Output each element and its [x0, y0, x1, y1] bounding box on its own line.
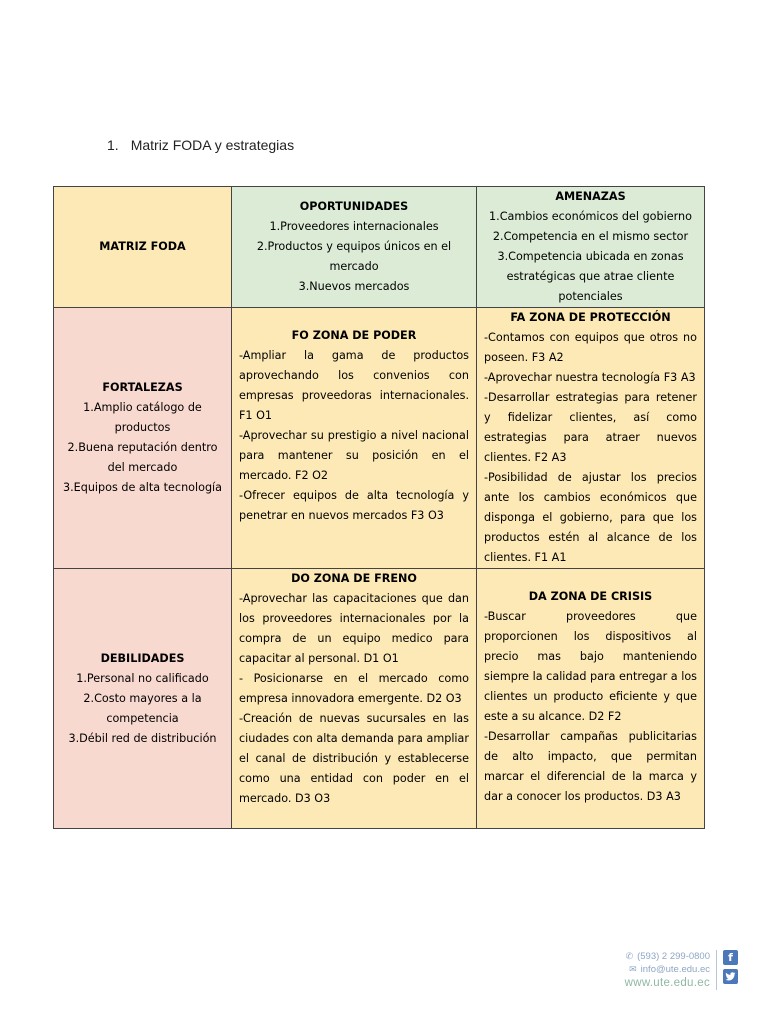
opportunities-cell [232, 187, 477, 308]
heading-text: Matriz FODA y estrategias [130, 137, 295, 153]
fa-strategy-line: -Posibilidad de ajustar los precios ante los cambios económicos que disponga el gobierno, para que los productos estén al alcance de los clientes. F1 A1 [484, 471, 697, 564]
matrix-corner-cell [54, 187, 232, 308]
social-icons [723, 950, 738, 984]
weaknesses-cell [54, 569, 232, 829]
threats-title: AMENAZAS [555, 190, 626, 203]
section-heading [107, 137, 294, 153]
email-address[interactable]: info@ute.edu.ec [640, 964, 710, 975]
threat-item: 2.Competencia en el mismo sector [492, 230, 689, 243]
fo-strategy-line: -Aprovechar su prestigio a nivel nacional para mantener su posición en el mercado. F2 O2 [239, 429, 469, 482]
matrix-corner-label: MATRIZ FODA [99, 240, 186, 253]
header-row [54, 187, 705, 308]
weaknesses-title: DEBILIDADES [100, 651, 185, 665]
threat-item: 1.Cambios económicos del gobierno [489, 210, 692, 223]
fa-strategy-cell [477, 308, 705, 569]
strength-item: 2.Buena reputación dentro del mercado [67, 441, 218, 474]
fo-title: FO ZONA DE PODER [291, 329, 417, 342]
envelope-icon: ✉ [629, 964, 637, 974]
fa-strategy-line: -Aprovechar nuestra tecnología F3 A3 [484, 371, 696, 384]
opportunities-title: OPORTUNIDADES [299, 200, 409, 213]
strength-item: 1.Amplio catálogo de productos [83, 401, 202, 434]
website-link[interactable]: www.ute.edu.ec [624, 977, 710, 989]
do-strategy-line: -Aprovechar las capacitaciones que dan los proveedores internacionales por la compra de un equipo medico para capacitar al personal. D1 O1 [239, 592, 469, 665]
fa-strategy-line: -Desarrollar estrategias para retener y fidelizar clientes, así como estrategias para atraer nuevos clientes. F2 A3 [484, 391, 697, 464]
phone-row [625, 950, 710, 963]
threats-cell [477, 187, 705, 308]
opportunity-item: 1.Proveedores internacionales [269, 220, 439, 233]
strength-item: 3.Equipos de alta tecnología [62, 481, 223, 494]
twitter-icon[interactable] [723, 969, 738, 984]
strengths-row [54, 308, 705, 569]
fo-strategy-line: -Ofrecer equipos de alta tecnología y penetrar en nuevos mercados F3 O3 [239, 489, 469, 522]
strengths-cell [54, 308, 232, 569]
weakness-item: 1.Personal no calificado [76, 671, 209, 685]
weakness-item: 2.Costo mayores a la competencia [83, 691, 202, 725]
threat-item: 3.Competencia ubicada en zonas estratégicas que atrae cliente potenciales [497, 250, 684, 303]
phone-icon: ✆ [625, 951, 634, 961]
fa-title: FA ZONA DE PROTECCIÓN [510, 311, 671, 324]
weakness-item: 3.Débil red de distribución [68, 731, 217, 745]
heading-number: 1. [107, 137, 119, 153]
fa-strategy-line: -Contamos con equipos que otros no poseen. F3 A2 [484, 331, 697, 364]
opportunity-item: 2.Productos y equipos únicos en el mercado [256, 240, 452, 273]
fo-strategy-cell [232, 308, 477, 569]
da-title: DA ZONA DE CRISIS [528, 590, 653, 603]
fo-strategy-line: -Ampliar la gama de productos aprovechando los convenios con empresas proveedoras internacionales. F1 O1 [239, 349, 469, 422]
foda-matrix-table [53, 186, 705, 829]
strengths-title: FORTALEZAS [102, 381, 183, 394]
phone-number: (593) 2 299-0800 [637, 951, 710, 962]
email-row [625, 963, 710, 976]
da-strategy-line: -Buscar proveedores que proporcionen los dispositivos al precio mas bajo manteniendo siempre la calidad para entregar a los clientes un producto eficiente y que este a su alcance. D2 F2 [484, 610, 697, 723]
contact-footer [625, 950, 738, 991]
do-strategy-line: - Posicionarse en el mercado como empresa innovadora emergente. D2 O3 [239, 672, 469, 705]
opportunity-item: 3.Nuevos mercados [298, 280, 410, 293]
footer-divider [716, 950, 717, 990]
da-strategy-line: -Desarrollar campañas publicitarias de alto impacto, que permitan marcar el diferencial de la marca y dar a conocer los productos. D3 A3 [484, 730, 697, 803]
do-title: DO ZONA DE FRENO [291, 572, 417, 585]
contact-info [625, 950, 710, 991]
do-strategy-cell [232, 569, 477, 829]
facebook-icon[interactable]: f [723, 950, 738, 965]
weaknesses-row [54, 569, 705, 829]
do-strategy-line: -Creación de nuevas sucursales en las ciudades con alta demanda para ampliar el canal de distribución y establecerse como una entidad con poder en el mercado. D3 O3 [239, 712, 469, 805]
da-strategy-cell [477, 569, 705, 829]
